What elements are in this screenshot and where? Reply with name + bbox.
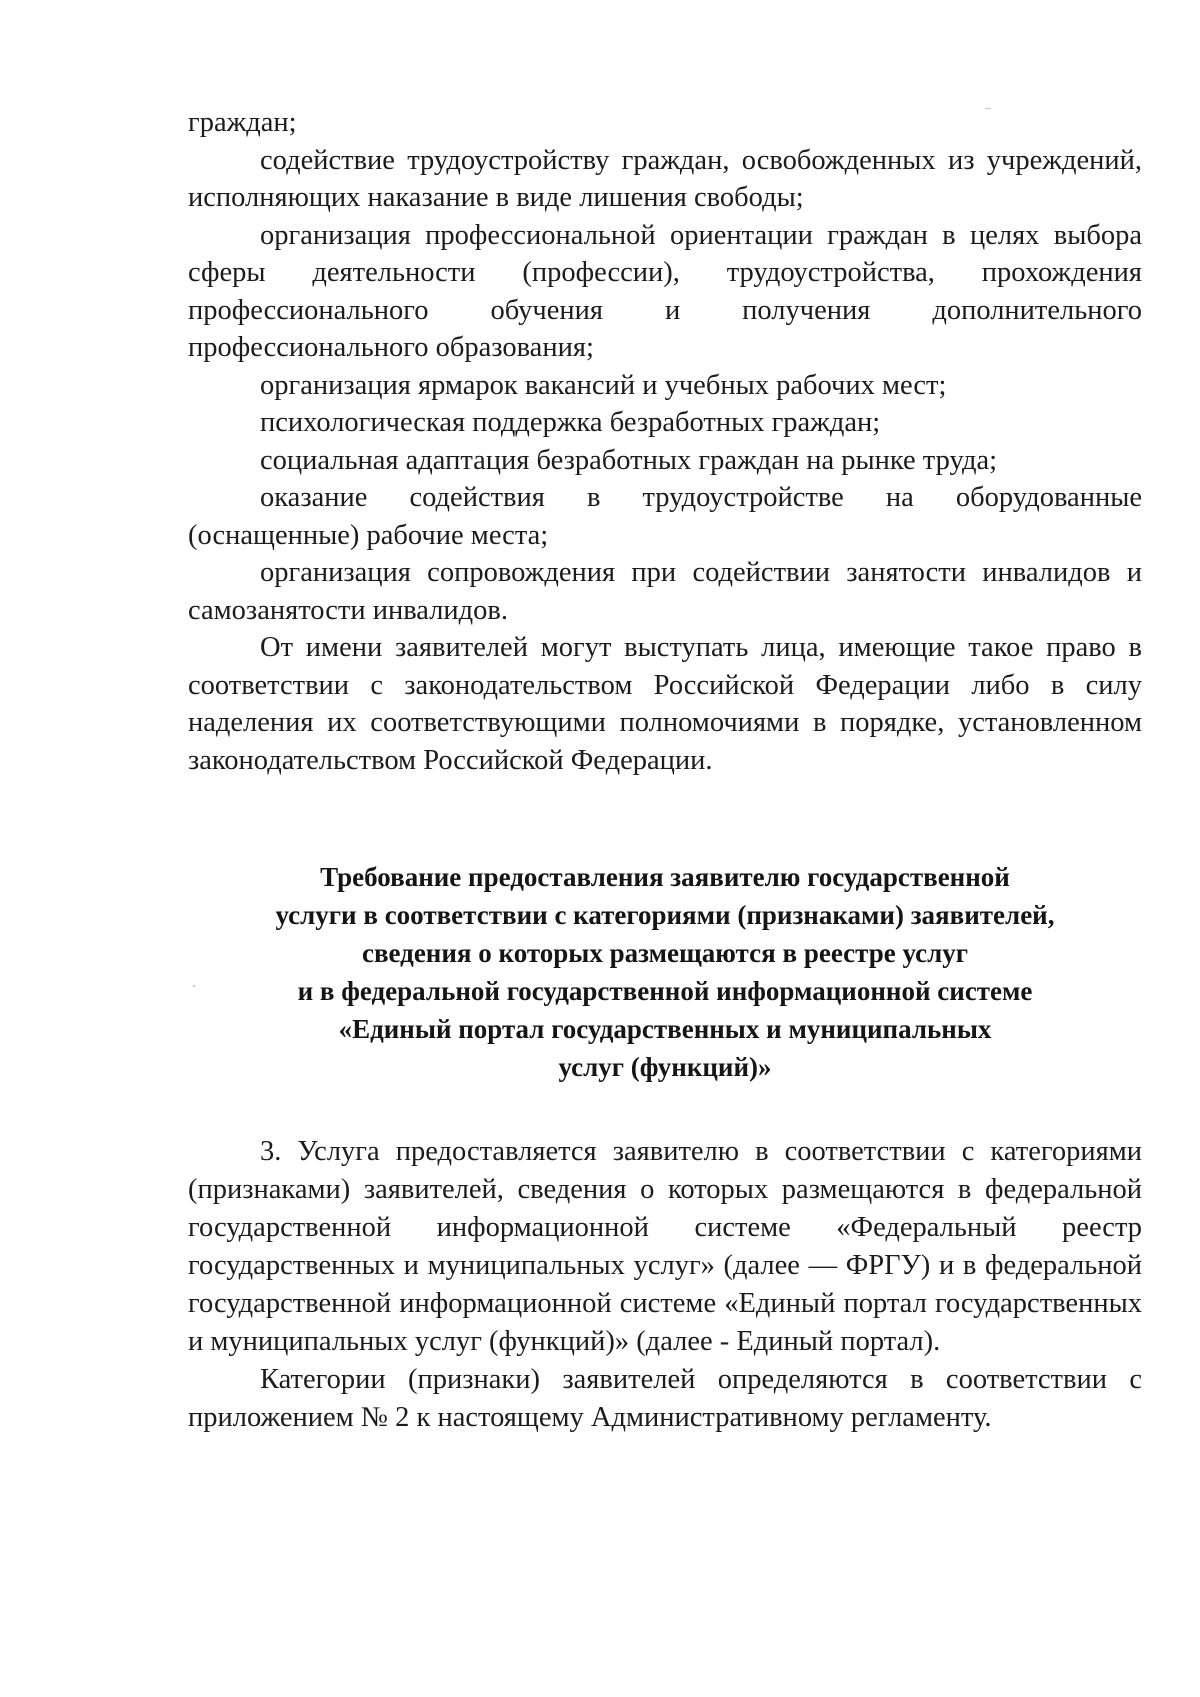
- paragraph-job-fairs: организация ярмарок вакансий и учебных рабочих мест;: [260, 369, 947, 401]
- heading-line: сведения о которых размещаются в реестре услуг: [361, 938, 969, 968]
- paragraph-psych-support: психологическая поддержка безработных граждан;: [260, 407, 881, 438]
- section-bottom-text: [188, 1133, 1142, 1437]
- paragraph-disabled-support: организация сопровождения при содействии занятости инвалидов и самозанятости инвалидов.: [188, 557, 1142, 626]
- paragraph-release-employment: содействие трудоустройству граждан, освобожденных из учреждений, исполняющих наказание в виде лишения свободы;: [188, 144, 1142, 213]
- section-heading: [188, 858, 1142, 1086]
- heading-line: «Единый портал государственных и муниципальных: [338, 1014, 992, 1044]
- paragraph-item-3: 3. Услуга предоставляется заявителю в соответствии с категориями (признаками) заявителей, сведения о которых размещаются в федеральной государственной информационной системе «Федеральный реестр государственных и муниципальных услуг» (далее — ФРГУ) и в федеральной государственной информационной системе «Единый портал государственных и муниципальных услуг (функций)» (далее - Единый портал).: [188, 1136, 1142, 1357]
- paragraph-continuation: граждан;: [188, 107, 297, 138]
- paragraph-categories: Категории (признаки) заявителей определяются в соответствии с приложением № 2 к настоящему Административному регламенту.: [188, 1364, 1142, 1433]
- scan-speck: [985, 108, 991, 109]
- heading-line: Требование предоставления заявителю государственной: [320, 862, 1010, 892]
- heading-line: услуги в соответствии с категориями (признаками) заявителей,: [275, 900, 1055, 930]
- heading-line: и в федеральной государственной информационной системе: [297, 976, 1033, 1006]
- paragraph-social-adaptation: социальная адаптация безработных граждан на рынке труда;: [260, 444, 998, 476]
- paragraph-equipped-workplaces: оказание содействия в трудоустройстве на оборудованные (оснащенные) рабочие места;: [188, 482, 1142, 551]
- scan-speck: [193, 985, 195, 987]
- heading-line: услуг (функций)»: [558, 1052, 772, 1082]
- section-top-text: [188, 104, 1142, 779]
- paragraph-representatives: От имени заявителей могут выступать лица, имеющие такое право в соответствии с законодательством Российской Федерации либо в силу наделения их соответствующими полномочиями в порядке, установленном законодательством Российской Федерации.: [188, 632, 1142, 776]
- paragraph-career-guidance: организация профессиональной ориентации граждан в целях выбора сферы деятельности (профессии), трудоустройства, прохождения профессионального обучения и получения дополнительного профессионального образования;: [188, 219, 1142, 363]
